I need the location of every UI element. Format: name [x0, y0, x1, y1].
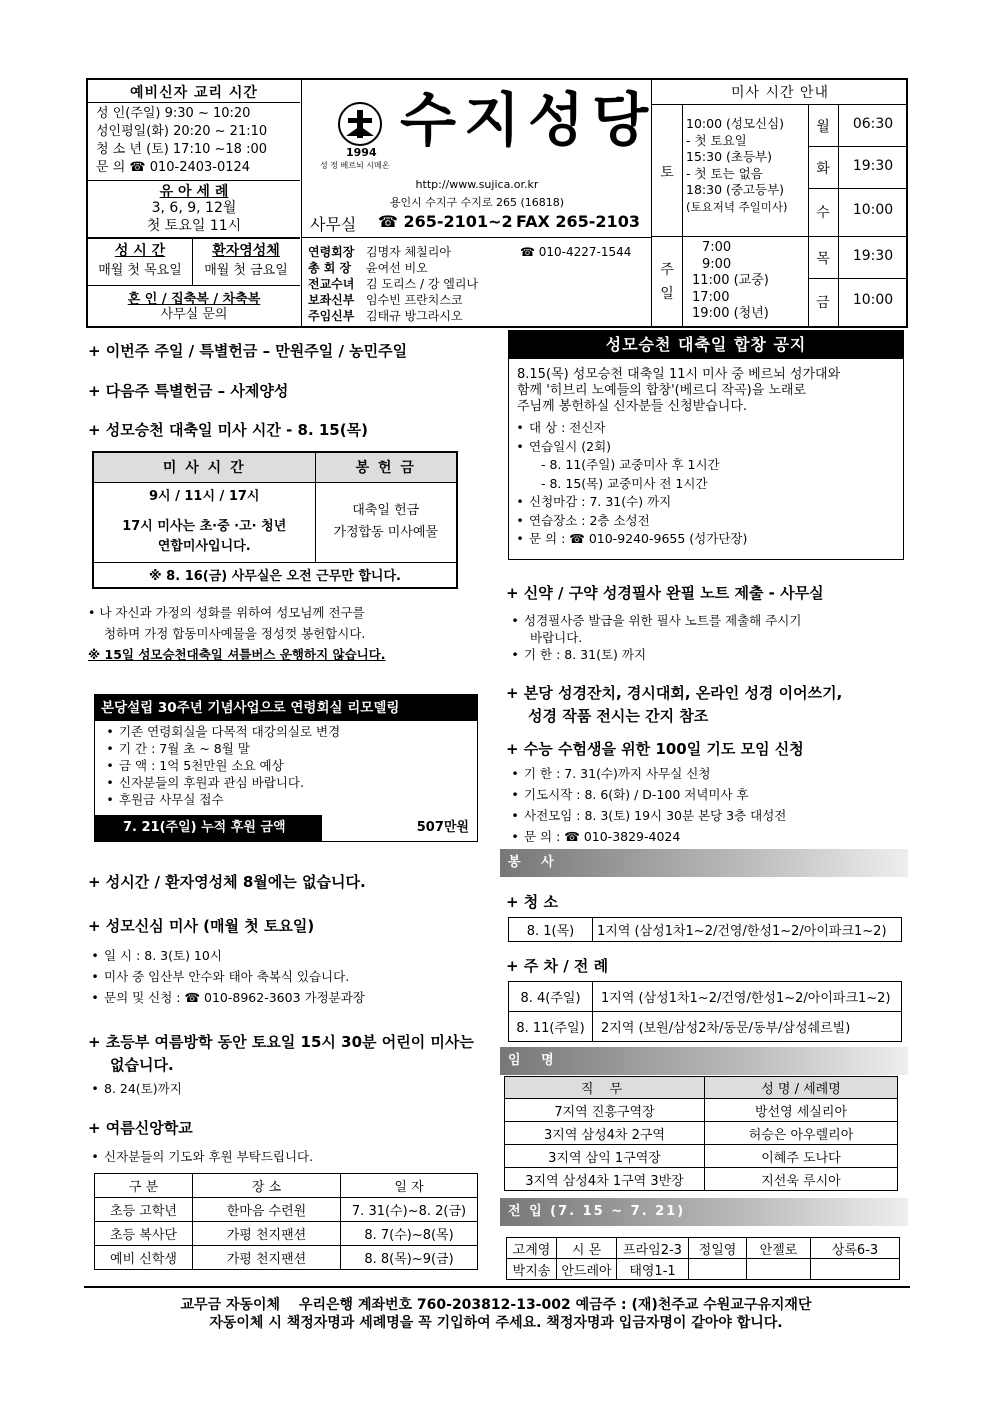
weekday-label: 목 — [816, 251, 830, 267]
table-footer: ※ 8. 16(금) 사무실은 오전 근무만 합니다. — [93, 562, 457, 588]
table-cell: 방선영 세실리아 — [705, 1099, 898, 1122]
table-cell: 상록6-3 — [811, 1238, 900, 1259]
remodel-item: • 금 액 : 1억 5천만원 소요 예상 — [101, 757, 477, 774]
table-cell: 8. 11(주일) — [509, 1012, 593, 1042]
remodel-title: 본당설립 30주년 기념사업으로 연령회실 리모델링 — [95, 695, 477, 721]
table-cell: 8. 8(목)~9(금) — [341, 1246, 478, 1270]
sat-time: - 첫 토는 없음 — [686, 165, 763, 181]
sat-time: 15:30 (초등부) — [686, 149, 772, 164]
weekday-time: 19:30 — [852, 158, 894, 174]
table-header: 미 사 시 간 — [93, 452, 315, 482]
choir-paragraph: 주님께 봉헌하실 신자분들 신청받습니다. — [517, 399, 748, 414]
sun-time: 7:00 — [702, 240, 732, 255]
table-cell: 8. 4(주일) — [509, 982, 593, 1012]
notice-special-offering: + 이번주 주일 / 특별헌금 – 만원주일 / 농민주일 — [88, 342, 408, 360]
service-band: 봉 사 — [500, 849, 908, 877]
catechism-row: 청 소 년 (토) 17:10 ~18 :00 — [96, 142, 267, 157]
marian-mass-list — [86, 945, 365, 1008]
table-cell: 허승은 아우렐리아 — [705, 1122, 898, 1145]
staff-row — [308, 243, 652, 259]
table-cell: 3지역 삼익 1구역장 — [505, 1145, 705, 1168]
staff-role: 총 회 장 — [308, 261, 352, 275]
saturday-label: 토 — [660, 165, 674, 181]
table-cell: 2지역 (보원/삼성2차/동문/동부/삼성쉐르빌) — [593, 1012, 902, 1042]
bible-transcription-list — [506, 612, 801, 663]
catechism-row: 성인평일(화) 20:20 ~ 21:10 — [96, 124, 268, 139]
table-header: 구 분 — [95, 1174, 193, 1198]
staff-row — [308, 291, 652, 307]
footer-payment-account: 우리은행 계좌번호 760-203812-13-002 예금주 : (재)천주교 수원교구유지재단 — [298, 1297, 812, 1313]
infant-baptism-months: 3, 6, 9, 12월 — [151, 200, 237, 216]
prayer-note: • 나 자신과 가정의 성화를 위하여 성모님께 전구를 — [88, 605, 365, 620]
table-cell: 가평 천지팬션 — [193, 1222, 341, 1246]
logo-year: 1994 — [346, 146, 377, 159]
table-cell — [747, 1259, 811, 1280]
table-cell: 가평 천지팬션 — [193, 1246, 341, 1270]
table-cell: 1지역 (삼성1차1~2/건영/한성1~2/아이파크1~2) — [593, 982, 902, 1012]
sick-communion-value: 매월 첫 금요일 — [204, 263, 288, 278]
table-header: 장 소 — [193, 1174, 341, 1198]
staff-role: 보좌신부 — [308, 293, 355, 307]
table-cell: 이혜주 도나다 — [705, 1145, 898, 1168]
summer-school-list — [86, 1148, 313, 1165]
cleaning-table — [508, 917, 902, 942]
table-cell — [811, 1259, 900, 1280]
choir-notice-box — [508, 330, 904, 560]
choir-item: • 연습장소 : 2층 소성전 — [511, 512, 903, 531]
header-church-info — [302, 80, 657, 326]
table-row — [95, 1198, 478, 1222]
sunday-times — [692, 240, 808, 323]
table-cell: 초등 복사단 — [95, 1222, 193, 1246]
notice-assumption-mass: + 성모승천 대축일 미사 시간 - 8. 15(목) — [88, 421, 368, 439]
table-cell: 8. 7(수)~8(목) — [341, 1222, 478, 1246]
saturday-times — [686, 116, 810, 215]
list-item: • 기도시작 : 8. 6(화) / D-100 저녁미사 후 — [506, 784, 786, 805]
catechism-row: 문 의 ☎ 010-2403-0124 — [96, 160, 251, 175]
notice-next-offering: + 다음주 특별헌금 – 사제양성 — [88, 382, 289, 400]
choir-subitem: - 8. 11(주일) 교중미사 후 1시간 — [541, 457, 720, 472]
list-item: • 기 한 : 7. 31(수)까지 사무실 신청 — [506, 763, 786, 784]
list-item: • 성경필사증 발급을 위한 필사 노트를 제출해 주시기 — [506, 612, 801, 629]
staff-row — [308, 307, 652, 323]
remodel-item: • 기존 연령회실을 다목적 대강의실로 변경 — [101, 723, 477, 740]
table-cell: 안드레아 — [557, 1259, 617, 1280]
table-row — [509, 1012, 902, 1042]
staff-name: 임수빈 프란치스코 — [366, 293, 463, 307]
address: 용인시 수지구 수지로 265 (16818) — [389, 196, 565, 209]
church-name: 수지성당 — [400, 86, 657, 154]
office-phone: ☎ 265-2101~2 — [378, 212, 513, 231]
staff-name: 김명자 체칠리아 — [366, 245, 451, 259]
catechism-row: 성 인(주일) 9:30 ~ 10:20 — [96, 106, 251, 121]
prayer-note: 청하며 가정 합동미사예물을 정성껏 봉헌합시다. — [104, 626, 366, 641]
staff-phone: ☎ 010-4227-1544 — [520, 245, 632, 259]
remodel-total-value: 507만원 — [321, 815, 477, 841]
table-cell: 프라임2-3 — [617, 1238, 689, 1259]
table-row — [95, 1174, 478, 1198]
list-item: • 문 의 : ☎ 010-3829-4024 — [506, 826, 786, 847]
list-item: • 사전모임 : 8. 3(토) 19시 30분 본당 3층 대성전 — [506, 805, 786, 826]
table-cell: 7. 31(수)~8. 2(금) — [341, 1198, 478, 1222]
remodel-item: • 후원금 사무실 접수 — [101, 791, 477, 808]
footer-payment-note: 자동이체 시 책정자명과 세례명을 꼭 기입하여 주세요. 책정자명과 입금자명이 같아야 합니다. — [209, 1315, 783, 1331]
logo-caption: 성 정 베르뇌 시메온 — [320, 161, 390, 170]
remodel-total — [95, 815, 477, 841]
staff-row — [308, 275, 652, 291]
remodel-item: • 신자분들의 후원과 관심 바랍니다. — [101, 774, 477, 791]
parking-table — [508, 981, 902, 1042]
choir-paragraph: 8.15(목) 성모승천 대축일 11시 미사 중 베르뇌 성가대와 — [517, 367, 841, 382]
choir-item: • 문 의 : ☎ 010-9240-9655 (성가단장) — [511, 530, 903, 549]
table-row — [505, 1122, 898, 1145]
office-label: 사무실 — [310, 215, 357, 234]
list-item: • 미사 중 임산부 안수와 태아 축복식 있습니다. — [86, 966, 365, 987]
sun-time: 17:00 — [692, 289, 730, 305]
weekday-label: 월 — [816, 119, 830, 135]
table-header: 성 명 / 세례명 — [705, 1077, 898, 1099]
table-cell: 예비 신학생 — [95, 1246, 193, 1270]
mass-times-value: 9시 / 11시 / 17시 — [148, 489, 260, 504]
sick-communion-title: 환자영성체 — [212, 243, 280, 259]
staff-row — [308, 259, 652, 275]
table-row — [509, 918, 902, 942]
parking-title: + 주 차 / 전 례 — [506, 957, 609, 975]
summer-school-table — [94, 1173, 478, 1270]
infant-baptism-title: 유 아 세 례 — [159, 184, 229, 200]
mass-times — [652, 80, 908, 326]
list-item-cont: 바랍니다. — [530, 630, 583, 645]
choir-item: • 신청마감 : 7. 31(수) 까지 — [511, 493, 903, 512]
staff-role: 전교수녀 — [308, 277, 355, 291]
table-cell: 초등 고학년 — [95, 1198, 193, 1222]
notice-bible-festival-cont: 성경 작품 전시는 간지 참조 — [528, 707, 709, 725]
table-cell: 8. 1(목) — [509, 918, 593, 942]
table-row — [95, 1246, 478, 1270]
sat-time: 18:30 (중고등부) — [686, 182, 785, 197]
transfer-table — [506, 1237, 900, 1280]
offering-value: 대축일 헌금 — [352, 503, 420, 518]
appointment-table — [504, 1076, 898, 1191]
list-item: • 문의 및 신청 : ☎ 010-8962-3603 가정분과장 — [86, 987, 365, 1008]
cleaning-title: + 청 소 — [506, 893, 558, 911]
staff-name: 윤여선 비오 — [366, 261, 428, 275]
staff-role: 주임신부 — [308, 309, 355, 323]
weekday-label: 화 — [816, 161, 830, 177]
table-cell — [93, 482, 315, 562]
table-header: 직 무 — [505, 1077, 705, 1099]
remodel-item: • 기 간 : 7월 초 ~ 8월 말 — [101, 740, 477, 757]
table-cell: 안젤로 — [747, 1238, 811, 1259]
choir-title: 성모승천 대축일 합창 공지 — [509, 331, 903, 359]
choir-item: • 대 상 : 전신자 — [511, 419, 903, 438]
table-cell: 3지역 삼성4차 2구역 — [505, 1122, 705, 1145]
table-row — [95, 1222, 478, 1246]
choir-item: • 연습일시 (2회) — [511, 438, 903, 457]
bulletin-header — [86, 78, 908, 328]
infant-baptism-day: 첫 토요일 11시 — [146, 218, 242, 234]
exam-prayer-list — [506, 763, 786, 847]
table-row — [507, 1259, 900, 1280]
table-row — [507, 1238, 900, 1259]
notice-bible-festival: + 본당 성경잔치, 경시대회, 온라인 성경 이어쓰기, — [506, 684, 843, 702]
table-row — [505, 1145, 898, 1168]
assumption-mass-table — [92, 451, 458, 589]
table-header: 봉 헌 금 — [315, 452, 457, 482]
sat-time: 10:00 (성모신심) — [686, 116, 785, 131]
list-item: • 신자분들의 기도와 후원 부탁드립니다. — [86, 1148, 313, 1165]
sat-time: - 첫 토요일 — [686, 132, 747, 148]
table-cell: 지선욱 루시아 — [705, 1168, 898, 1191]
table-row — [505, 1077, 898, 1099]
mass-times-title: 미사 시간 안내 — [730, 85, 830, 101]
office-fax: FAX 265-2103 — [516, 212, 640, 231]
notice-bible-transcription: + 신약 / 구약 성경필사 완필 노트 제출 - 사무실 — [506, 584, 824, 602]
mass-note: 연합미사입니다. — [157, 539, 251, 554]
table-cell — [689, 1259, 747, 1280]
choir-paragraph: 함께 '히브리 노예들의 합창'(베르디 작곡)을 노래로 — [517, 383, 807, 398]
notice-summer-school: + 여름신앙학교 — [88, 1119, 193, 1137]
holy-hour-title: 성 시 간 — [114, 243, 166, 259]
notice-exam-prayer: + 수능 수험생을 위한 100일 기도 모임 신청 — [506, 740, 804, 758]
offering-value: 가정합동 미사예물 — [333, 525, 439, 540]
holy-hour-value: 매월 첫 목요일 — [98, 263, 182, 278]
appointment-band: 임 명 — [500, 1047, 908, 1075]
transfer-band: 전 입 (7. 15 ~ 7. 21) — [500, 1198, 908, 1226]
table-row — [509, 982, 902, 1012]
weekday-time: 19:30 — [852, 248, 894, 264]
weekday-label: 금 — [816, 295, 830, 311]
mass-note: 17시 미사는 초·중 ·고· 청년 — [122, 519, 287, 534]
sun-time: 11:00 (교중) — [692, 273, 769, 288]
table-cell: 시 몬 — [557, 1238, 617, 1259]
table-cell: 1지역 (삼성1차1~2/건영/한성1~2/아이파크1~2) — [593, 918, 902, 942]
sunday-label: 주 일 — [660, 262, 674, 302]
footer-payment-label: 교무금 자동이체 — [180, 1297, 281, 1313]
footer-divider — [84, 1286, 910, 1288]
notice-marian-mass: + 성모신심 미사 (매월 첫 토요일) — [88, 917, 315, 935]
staff-name: 김 도리스 / 강 엘리나 — [366, 277, 479, 291]
table-cell — [315, 482, 457, 562]
list-item: • 8. 24(토)까지 — [86, 1080, 182, 1097]
sat-time: (토요저녁 주일미사) — [686, 199, 788, 214]
footer-payment-line — [40, 1294, 952, 1314]
table-row — [505, 1168, 898, 1191]
table-cell: 3지역 삼성4차 1구역 3반장 — [505, 1168, 705, 1191]
children-mass-list — [86, 1080, 182, 1097]
sun-time: 9:00 — [702, 256, 732, 272]
table-cell: 정일영 — [689, 1238, 747, 1259]
wedding-title: 혼 인 / 집축복 / 차축복 — [127, 292, 261, 307]
choir-subitem: - 8. 15(목) 교중미사 전 1시간 — [541, 475, 708, 491]
shuttle-note: ※ 15일 성모승천대축일 셔틀버스 운행하지 않습니다. — [88, 647, 386, 662]
sun-time: 19:00 (청년) — [692, 306, 769, 321]
staff-name: 김태규 방그라시오 — [366, 309, 463, 323]
table-cell: 태영1-1 — [617, 1259, 689, 1280]
remodel-box — [94, 694, 478, 842]
weekday-label: 수 — [816, 205, 830, 221]
notice-holy-hour: + 성시간 / 환자영성체 8월에는 없습니다. — [88, 873, 366, 891]
notice-children-mass: + 초등부 여름방학 동안 토요일 15시 30분 어린이 미사는 — [88, 1033, 474, 1051]
weekday-time: 10:00 — [852, 292, 894, 308]
catechism-title: 예비신자 교리 시간 — [130, 85, 258, 101]
list-item: • 기 한 : 8. 31(토) 까지 — [506, 646, 801, 663]
header-left-info — [88, 80, 302, 326]
church-logo-icon — [338, 102, 382, 146]
table-cell: 한마음 수련원 — [193, 1198, 341, 1222]
table-cell: 고계영 — [507, 1238, 557, 1259]
website-link[interactable]: http://www.sujica.or.kr — [415, 178, 539, 191]
table-header: 일 자 — [341, 1174, 478, 1198]
table-cell: 7지역 진흥구역장 — [505, 1099, 705, 1122]
weekday-time: 10:00 — [852, 202, 894, 218]
table-row — [505, 1099, 898, 1122]
table-cell: 박지송 — [507, 1259, 557, 1280]
wedding-value: 사무실 문의 — [160, 307, 228, 322]
notice-children-mass-cont: 없습니다. — [110, 1056, 174, 1074]
weekday-time: 06:30 — [852, 116, 894, 132]
staff-role: 연령회장 — [308, 245, 355, 259]
remodel-total-label: 7. 21(주일) 누적 후원 금액 — [123, 820, 286, 835]
list-item: • 일 시 : 8. 3(토) 10시 — [86, 945, 365, 966]
staff-list — [308, 243, 652, 323]
